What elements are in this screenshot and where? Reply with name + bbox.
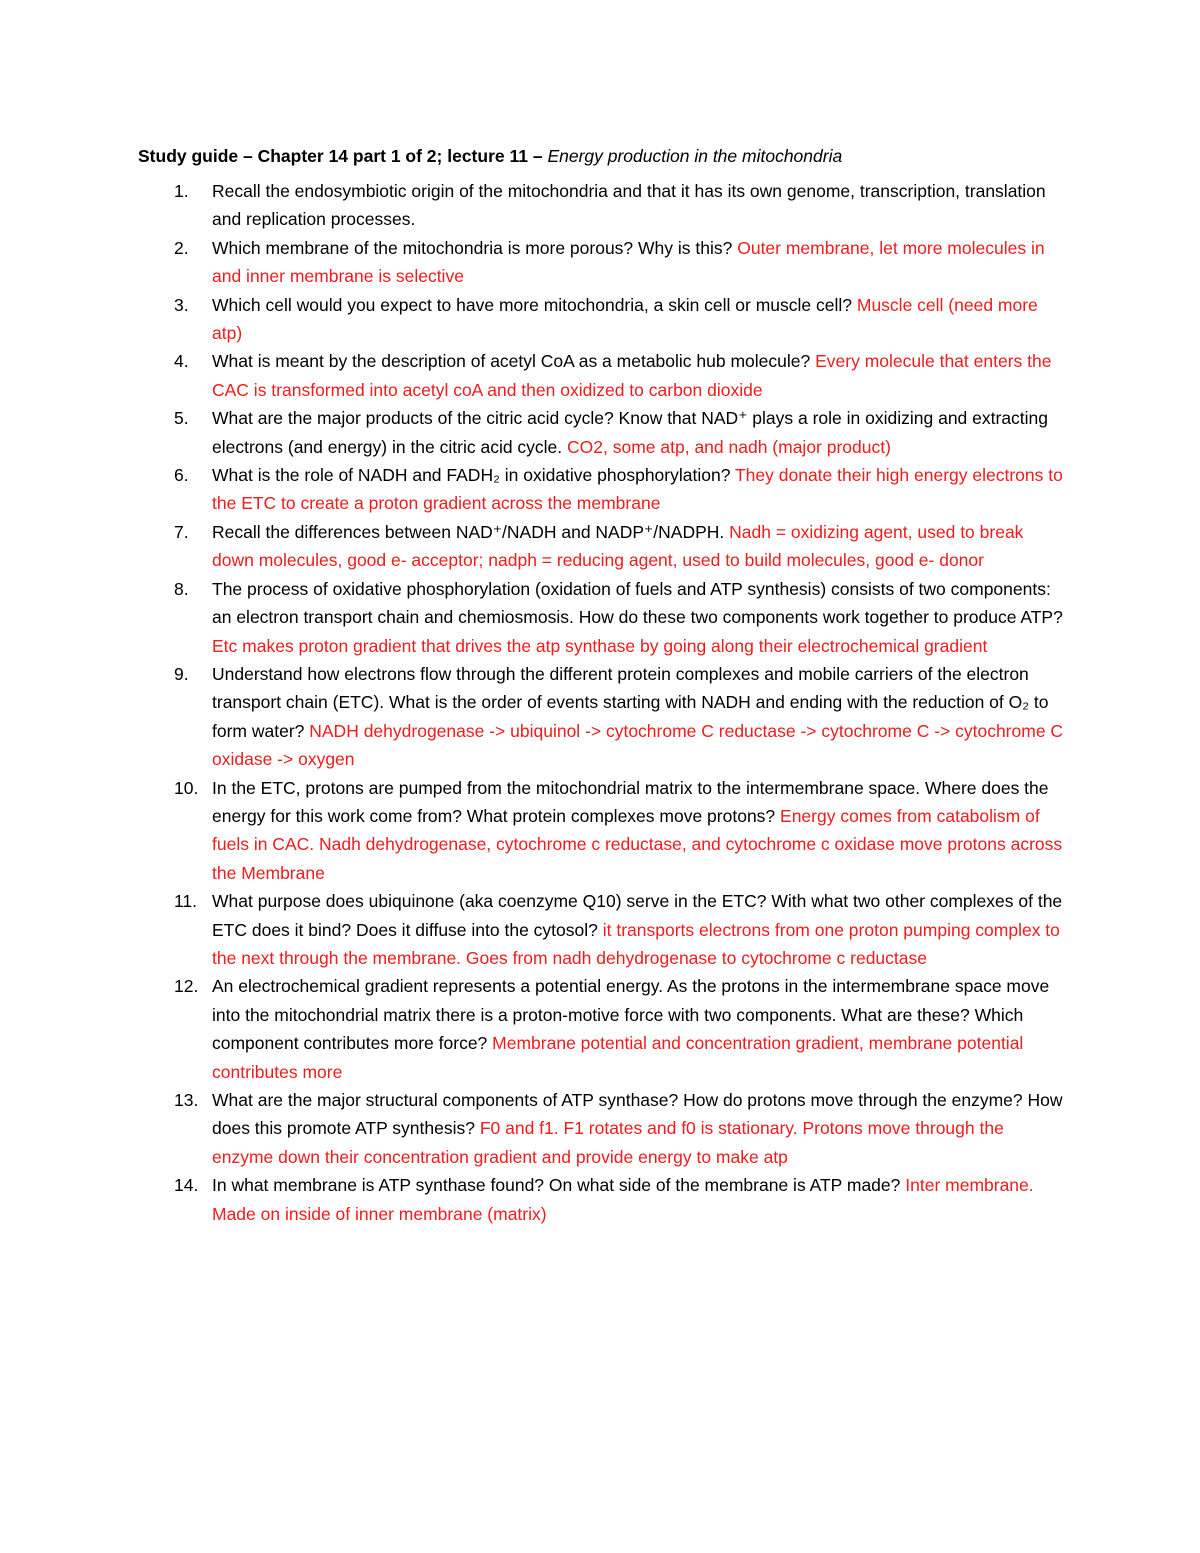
item-question: What purpose does ubiquinone (aka coenzyme Q10) serve in the ETC? With what two other complexes of the ETC does it bind? Does it diffuse into the cytosol? — [212, 891, 1063, 940]
item-question: An electrochemical gradient represents a potential energy. As the protons in the intermembrane space move into the mitochondrial matrix there is a proton-motive force with two components. What are these? Which component contributes more force? — [212, 976, 1050, 1054]
item-number: 9. — [174, 663, 189, 684]
item-number: 14. — [174, 1175, 199, 1196]
item-answer: Every molecule that enters the CAC is transformed into acetyl coA and then oxidized to carbon dioxide — [212, 351, 1052, 400]
list-item — [138, 1171, 1068, 1228]
item-question: In the ETC, protons are pumped from the mitochondrial matrix to the intermembrane space. Where does the energy for this work come from? What protein complexes move protons? — [212, 777, 1049, 826]
list-item — [138, 461, 1068, 518]
list-item — [138, 1086, 1068, 1171]
item-answer: Inter membrane. Made on inside of inner membrane (matrix) — [212, 1175, 1034, 1224]
list-item — [138, 347, 1068, 404]
item-number: 6. — [174, 465, 189, 486]
list-item — [138, 518, 1068, 575]
item-number: 8. — [174, 578, 189, 599]
list-item — [138, 972, 1068, 1086]
item-question: Recall the endosymbiotic origin of the mitochondria and that it has its own genome, transcription, translation and replication processes. — [212, 181, 1046, 230]
list-item — [138, 234, 1068, 291]
item-question: What is the role of NADH and FADH₂ in oxidative phosphorylation? — [212, 465, 735, 486]
list-item — [138, 291, 1068, 348]
document-page — [138, 142, 1068, 1228]
item-answer: Etc makes proton gradient that drives the atp synthase by going along their electrochemical gradient — [212, 635, 988, 656]
item-answer: it transports electrons from one proton pumping complex to the next through the membrane. Goes from nadh dehydrogenase to cytochrome c reductase — [212, 919, 1060, 968]
item-answer: They donate their high energy electrons to the ETC to create a proton gradient across the membrane — [212, 465, 1063, 514]
item-answer: NADH dehydrogenase -> ubiquinol -> cytochrome C reductase -> cytochrome C -> cytochrome C oxidase -> oxygen — [212, 720, 1064, 770]
list-item — [138, 774, 1068, 888]
item-number: 13. — [174, 1090, 199, 1110]
item-question: What are the major structural components of ATP synthase? How do protons move through the enzyme? How does this promote ATP synthesis? — [212, 1090, 1063, 1139]
item-number: 10. — [174, 777, 199, 798]
item-answer: CO2, some atp, and nadh (major product) — [567, 436, 891, 457]
list-item — [138, 660, 1068, 774]
item-answer: Membrane potential and concentration gradient, membrane potential contributes more — [212, 1033, 1024, 1082]
document-title — [138, 142, 1068, 170]
item-question: Which cell would you expect to have more mitochondria, a skin cell or muscle cell? — [212, 294, 857, 315]
item-number: 3. — [174, 294, 189, 315]
item-question: Which membrane of the mitochondria is more porous? Why is this? — [212, 237, 738, 258]
item-number: 11. — [174, 891, 198, 912]
item-number: 4. — [174, 351, 189, 372]
item-answer: F0 and f1. F1 rotates and f0 is stationary. Protons move through the enzyme down their concentration gradient and provide energy to make atp — [212, 1118, 1004, 1167]
title-bold-part: Study guide – Chapter 14 part 1 of 2; lecture 11 – — [138, 146, 548, 166]
item-answer: Muscle cell (need more atp) — [212, 294, 1038, 344]
item-question: Understand how electrons flow through the different protein complexes and mobile carriers of the electron transport chain (ETC). What is the order of events starting with NADH and ending with the reduction of O₂ to form water? — [212, 663, 1049, 741]
list-item — [138, 575, 1068, 660]
item-number: 7. — [174, 521, 189, 542]
list-item — [138, 404, 1068, 461]
item-answer: Nadh = oxidizing agent, used to break down molecules, good e- acceptor; nadph = reducing agent, used to build molecules, good e- donor — [212, 521, 1024, 571]
item-answer: Energy comes from catabolism of fuels in CAC. Nadh dehydrogenase, cytochrome c reductase, and cytochrome c oxidase move protons across the Membrane — [212, 805, 1063, 883]
item-question: In what membrane is ATP synthase found? On what side of the membrane is ATP made? — [212, 1175, 906, 1196]
list-item — [138, 887, 1068, 972]
item-number: 12. — [174, 976, 199, 997]
item-number: 2. — [174, 237, 189, 258]
item-question: The process of oxidative phosphorylation (oxidation of fuels and ATP synthesis) consists of two components: an electron transport chain and chemiosmosis. How do these two components work together to produce ATP? — [212, 578, 1063, 628]
item-question: What are the major products of the citric acid cycle? Know that NAD⁺ plays a role in oxidizing and extracting electrons (and energy) in the citric acid cycle. — [212, 408, 1049, 457]
question-list — [138, 177, 1068, 1228]
list-item — [138, 177, 1068, 234]
item-question: Recall the differences between NAD⁺/NADH and NADP⁺/NADPH. — [212, 521, 730, 542]
item-number: 1. — [174, 181, 189, 201]
item-number: 5. — [174, 408, 189, 429]
title-italic-part: Energy production in the mitochondria — [547, 146, 843, 166]
item-answer: Outer membrane, let more molecules in and inner membrane is selective — [212, 237, 1045, 287]
item-question: What is meant by the description of acetyl CoA as a metabolic hub molecule? — [212, 351, 816, 372]
